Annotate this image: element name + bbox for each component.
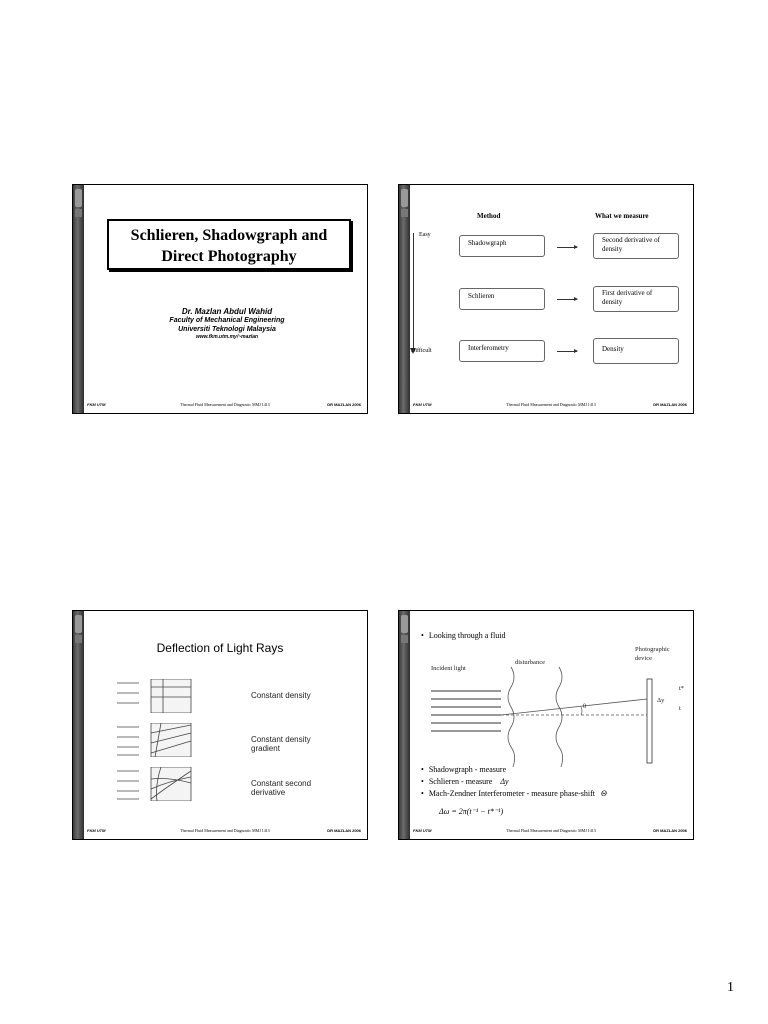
bullet-text: Mach-Zendner Interferometer - measure phase-shift [428, 789, 595, 798]
footer-center: Thermal Fluid Measurement and Diagnostic MMJ 1413 [180, 402, 270, 407]
footer-left: FKM UTM [413, 828, 432, 833]
author-name: Dr. Mazlan Abdul Wahid [181, 307, 273, 316]
optics-diagram [411, 646, 694, 769]
measure-box: First derivative of density [593, 286, 679, 312]
slide-title [72, 184, 368, 414]
deflection-label: Constant density [251, 691, 311, 700]
delta-y-label: Δy [657, 697, 665, 704]
footer-left: FKM UTM [87, 828, 106, 833]
measure-box: Second derivative of density [593, 233, 679, 259]
bullet-item: • Looking through a fluid [421, 631, 505, 640]
arrow-icon [557, 247, 577, 248]
bullet-symbol: Δy [500, 777, 509, 786]
slide-title-text: Schlieren, Shadowgraph and Direct Photography [107, 219, 351, 270]
difficult-label: Difficult [411, 348, 432, 354]
slide-footer [413, 827, 689, 836]
page-number: 1 [727, 980, 734, 995]
footer-center: Thermal Fluid Measurement and Diagnostic MMJ 1413 [180, 828, 270, 833]
easy-label: Easy [419, 232, 431, 238]
slide-footer [87, 401, 363, 410]
slide-methods [398, 184, 694, 414]
footer-right: DR MAZLAN 2006 [327, 828, 361, 833]
measure-box: Density [593, 338, 679, 364]
utm-crest-strip [399, 185, 410, 413]
bullet-text: Schlieren - measure [428, 777, 493, 786]
bullet-item: • Shadowgraph - measure [421, 765, 506, 774]
bullet-item [421, 789, 607, 798]
faculty: Faculty of Mechanical Engineering [169, 317, 285, 324]
footer-center: Thermal Fluid Measurement and Diagnostic MMJ 1413 [506, 828, 596, 833]
utm-crest-strip [73, 185, 84, 413]
author-url: www.fkm.utm.my/~mazlan [195, 334, 259, 340]
university: Universiti Teknologi Malaysia [178, 326, 276, 333]
footer-left: FKM UTM [87, 402, 106, 407]
method-box: Schlieren [459, 288, 545, 310]
deflection-label: Constant density gradient [251, 735, 311, 753]
slide-footer [413, 401, 689, 410]
photographic-device-label: Photographic device [635, 646, 670, 662]
incident-light-label: Incident light [431, 665, 466, 672]
t-star-label: t* [679, 685, 685, 692]
method-box: Interferometry [459, 340, 545, 362]
difficulty-axis [413, 233, 414, 351]
slide-title-text: Deflection of Light Rays [156, 641, 284, 655]
author-block [87, 307, 367, 341]
theta-label: θ [583, 703, 587, 710]
deflection-row [117, 767, 327, 801]
arrow-icon [557, 351, 577, 352]
method-box: Shadowgraph [459, 235, 545, 257]
deflection-label: Constant second derivative [251, 779, 312, 797]
arrow-icon [557, 299, 577, 300]
measure-header: What we measure [595, 212, 649, 220]
bullet-item [421, 777, 509, 786]
footer-right: DR MAZLAN 2006 [653, 402, 687, 407]
footer-right: DR MAZLAN 2006 [653, 828, 687, 833]
equation: Δω = 2π(t⁻¹ − t*⁻¹) [439, 807, 504, 816]
footer-left: FKM UTM [413, 402, 432, 407]
footer-center: Thermal Fluid Measurement and Diagnostic MMJ 1413 [506, 402, 596, 407]
slide-footer [87, 827, 363, 836]
utm-crest-strip [399, 611, 410, 839]
disturbance-label: disturbance [515, 659, 545, 666]
footer-right: DR MAZLAN 2006 [327, 402, 361, 407]
slide-fluid-optics [398, 610, 694, 840]
method-header: Method [477, 212, 501, 220]
constant-gradient-diagram [117, 723, 232, 757]
deflection-row [117, 723, 327, 757]
t-label: t [679, 705, 681, 712]
constant-density-diagram [117, 679, 232, 713]
bullet-symbol: Θ [600, 789, 607, 798]
deflection-row [117, 679, 327, 713]
slide-deflection [72, 610, 368, 840]
second-derivative-diagram [117, 767, 232, 801]
